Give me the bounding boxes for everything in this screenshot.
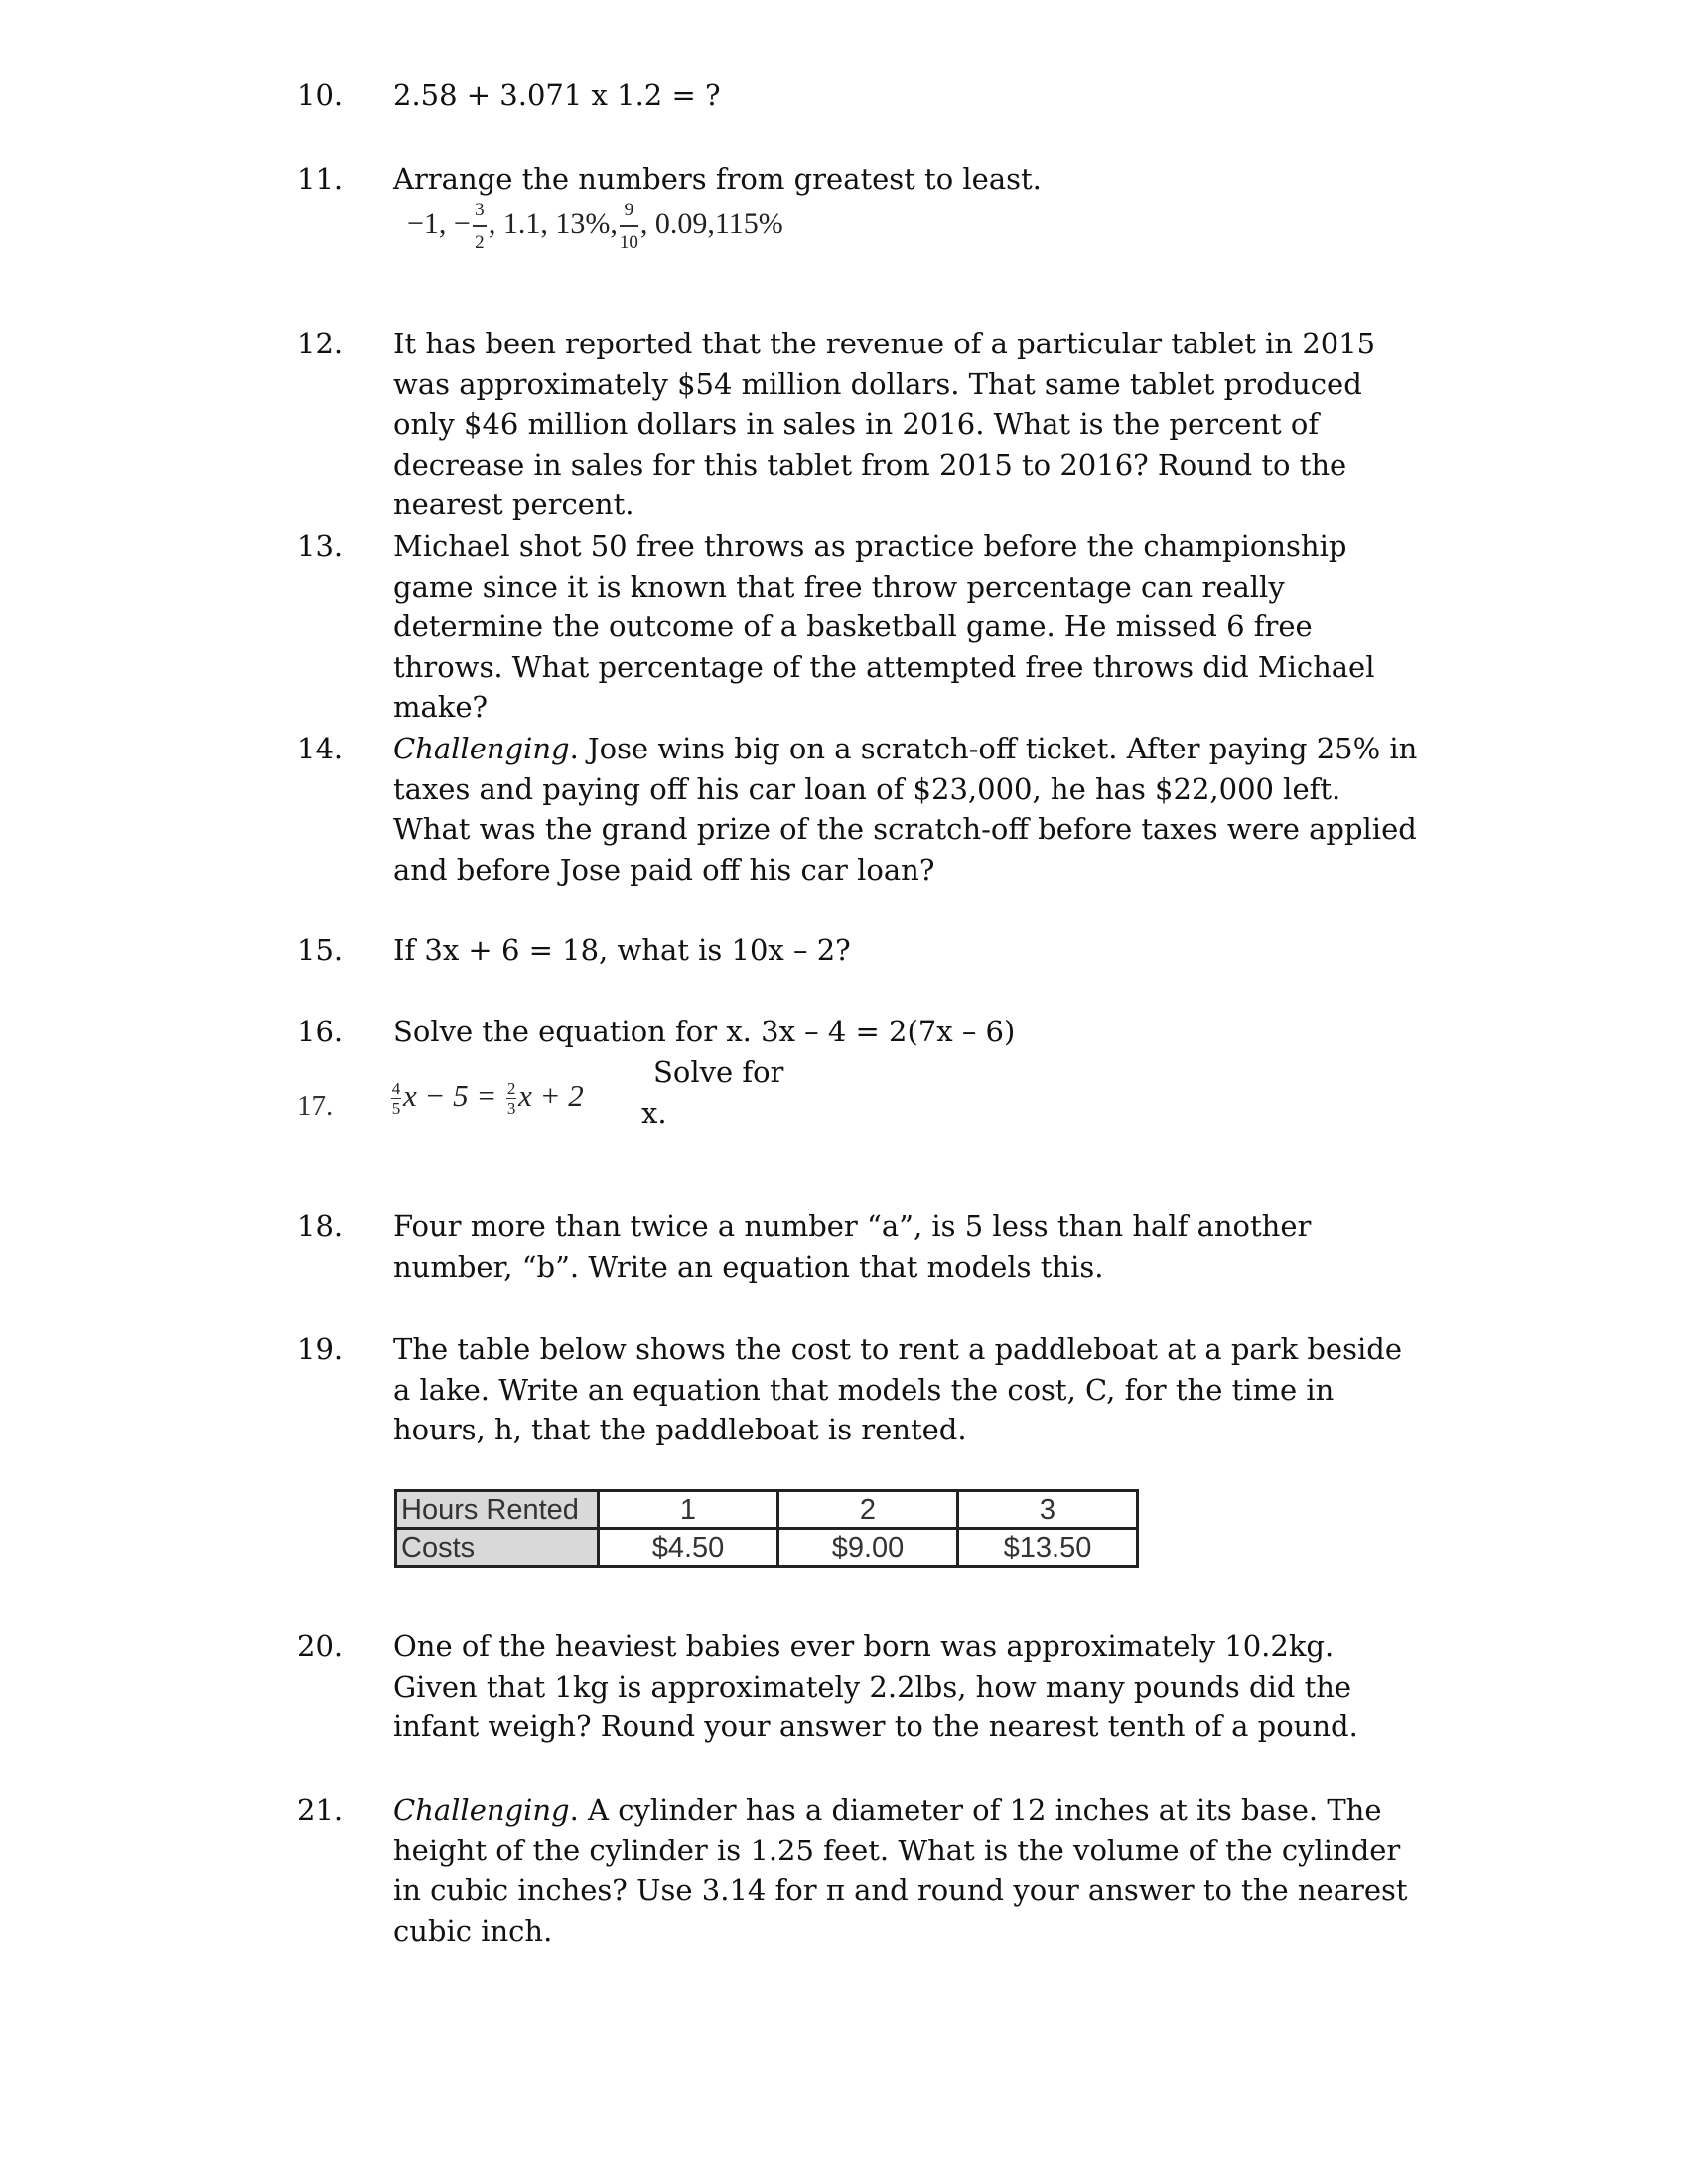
- denominator: 3: [506, 1099, 516, 1119]
- problem-16-number: 16.: [297, 1015, 344, 1048]
- table-row: [396, 1529, 1138, 1567]
- fraction-three-halves: [473, 201, 487, 252]
- problem-17-equation: [389, 1078, 584, 1117]
- denominator: 5: [391, 1099, 401, 1119]
- table-cell: 3: [958, 1491, 1138, 1529]
- problem-14-number: 14.: [297, 732, 344, 765]
- numerator: 2: [506, 1079, 516, 1099]
- problem-12-text: It has been reported that the revenue of a particular tablet in 2015 was approximately $54 million dollars. That same tablet produced only $46 million dollars in sales in 2016. What is the percent of decrease in sales for this tablet from 2015 to 2016? Round to the nearest percent.: [393, 327, 1376, 521]
- table-cell: $13.50: [958, 1529, 1138, 1567]
- equation-middle: x − 5 =: [403, 1078, 505, 1113]
- fraction-two-thirds: [506, 1080, 516, 1117]
- problem-13-number: 13.: [297, 529, 344, 563]
- fraction-four-fifths: [391, 1080, 401, 1117]
- problem-17-instruction-line2: x.: [641, 1096, 667, 1130]
- problem-12-number: 12.: [297, 327, 344, 360]
- expr-after: , 0.09,115%: [639, 206, 783, 240]
- row-header-costs: Costs: [396, 1529, 599, 1567]
- problem-15-number: 15.: [297, 933, 344, 967]
- problem-20-number: 20.: [297, 1629, 344, 1663]
- problem-15-text: If 3x + 6 = 18, what is 10x – 2?: [393, 933, 851, 967]
- problem-20-text: One of the heaviest babies ever born was approximately 10.2kg. Given that 1kg is approximately 2.2lbs, how many pounds did the infant weigh? Round your answer to the nearest tenth of a pound.: [393, 1629, 1358, 1743]
- expr-before: −1, −: [407, 206, 471, 240]
- numerator: 4: [391, 1079, 401, 1099]
- challenging-label: Challenging: [393, 1793, 570, 1827]
- table-cell: 2: [778, 1491, 958, 1529]
- numerator: 3: [475, 200, 485, 220]
- paddleboat-rental-table: [394, 1489, 1139, 1568]
- problem-14-body: . Jose wins big on a scratch-off ticket. After paying 25% in taxes and paying off his car loan of $23,000, he has $22,000 left. What was the grand prize of the scratch-off before taxes were applied and before Jose paid off his car loan?: [393, 732, 1418, 887]
- problem-18-text: Four more than twice a number “a”, is 5 less than half another number, “b”. Write an equation that models this.: [393, 1209, 1312, 1284]
- problem-10-number: 10.: [297, 78, 344, 112]
- problem-18-number: 18.: [297, 1209, 344, 1243]
- equation-after: x + 2: [518, 1078, 584, 1113]
- problem-13-text: Michael shot 50 free throws as practice before the championship game since it is known that free throw percentage can really determine the outcome of a basketball game. He missed 6 free throws. What percentage of the attempted free throws did Michael make?: [393, 529, 1375, 724]
- fraction-nine-tenths: [620, 201, 638, 252]
- problem-16-text: Solve the equation for x. 3x – 4 = 2(7x – 6): [393, 1015, 1016, 1048]
- table-cell: 1: [599, 1491, 778, 1529]
- problem-11-number: 11.: [297, 162, 344, 196]
- problem-19-number: 19.: [297, 1332, 344, 1366]
- problem-21-body: . A cylinder has a diameter of 12 inches at its base. The height of the cylinder is 1.25 feet. What is the volume of the cylinder in cubic inches? Use 3.14 for π and round your answer to the nearest cubic inch.: [393, 1793, 1408, 1948]
- denominator: 10: [619, 232, 638, 253]
- problem-21-number: 21.: [297, 1793, 344, 1827]
- row-header-hours: Hours Rented: [396, 1491, 599, 1529]
- problem-11-number-list: [407, 201, 783, 252]
- problem-21-text: [393, 1790, 1421, 1951]
- problem-11-text: Arrange the numbers from greatest to least.: [393, 162, 1042, 196]
- table-cell: $9.00: [778, 1529, 958, 1567]
- table-row: [396, 1491, 1138, 1529]
- numerator: 9: [624, 200, 634, 220]
- problem-17-number: 17.: [297, 1090, 334, 1122]
- expr-middle: , 1.1, 13%,: [488, 206, 618, 240]
- challenging-label: Challenging: [393, 732, 570, 765]
- table-cell: $4.50: [599, 1529, 778, 1567]
- problem-19-text: The table below shows the cost to rent a paddleboat at a park beside a lake. Write an equation that models the cost, C, for the time in hours, h, that the paddleboat is rented.: [393, 1332, 1402, 1446]
- problem-17-instruction-line1: Solve for: [653, 1055, 784, 1089]
- problem-14-text: [393, 729, 1421, 889]
- denominator: 2: [475, 232, 485, 253]
- problem-10-text: 2.58 + 3.071 x 1.2 = ?: [393, 78, 721, 112]
